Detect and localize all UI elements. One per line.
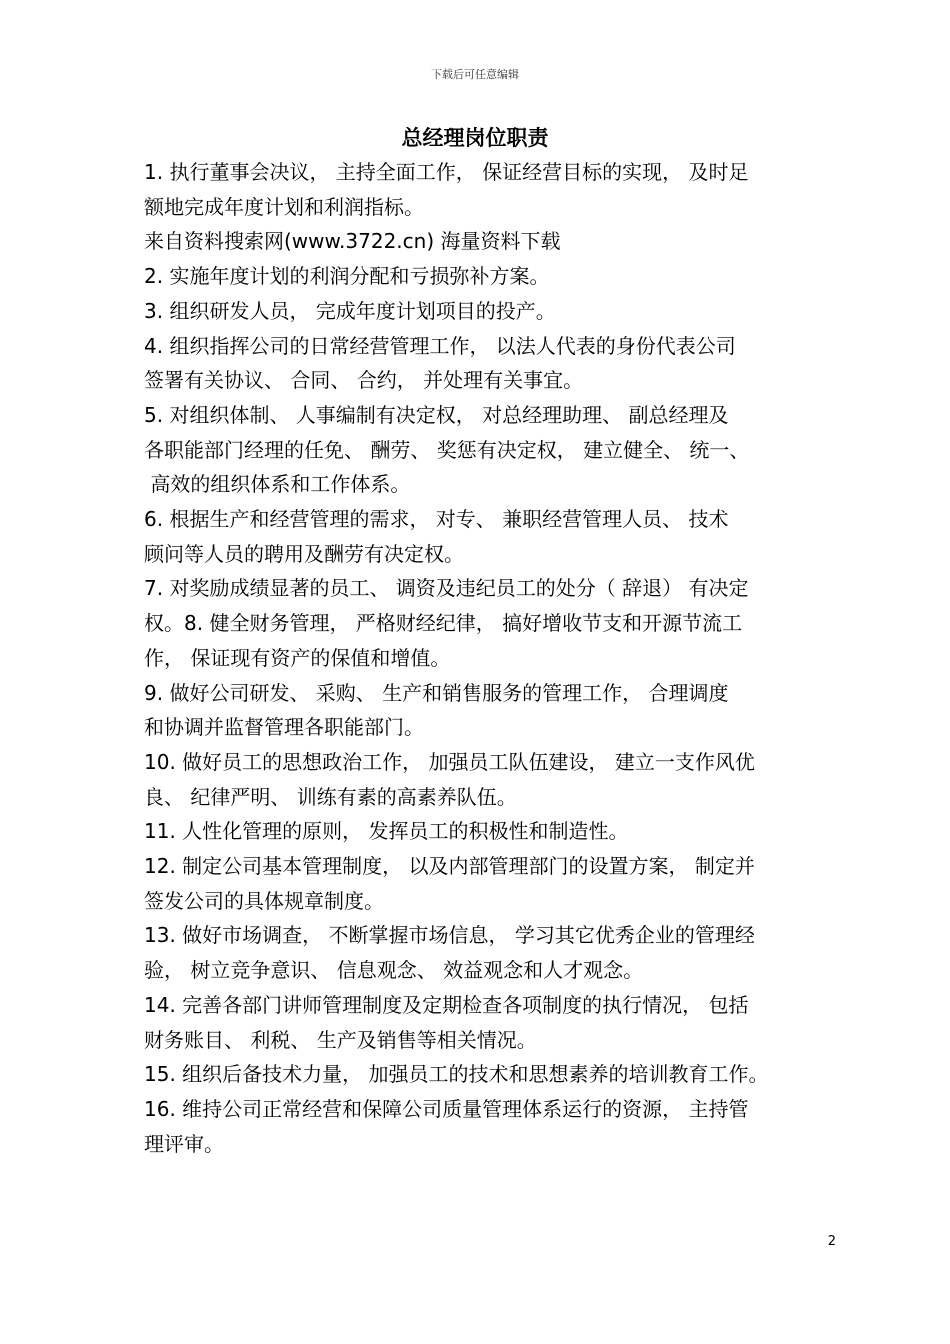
text-line: 2. 实施年度计划的利润分配和亏损弥补方案。 — [144, 264, 550, 289]
text-line: 来自资料搜索网(www.3722.cn) 海量资料下载 — [144, 229, 561, 254]
text-line: 15. 组织后备技术力量， 加强员工的技术和思想素养的培训教育工作。 — [144, 1062, 769, 1087]
text-line: 5. 对组织体制、 人事编制有决定权， 对总经理助理、 副总经理及 — [144, 402, 729, 427]
text-line: 16. 维持公司正常经营和保障公司质量管理体系运行的资源， 主持管 — [144, 1096, 749, 1121]
text-line: 理评审。 — [144, 1131, 224, 1156]
page-number: 2 — [827, 1234, 836, 1249]
text-line: 作， 保证现有资产的保值和增值。 — [144, 645, 451, 670]
text-line: 额地完成年度计划和利润指标。 — [144, 194, 424, 219]
text-line: 和协调并监督管理各职能部门。 — [144, 715, 424, 740]
text-line: 验， 树立竞争意识、 信息观念、 效益观念和人才观念。 — [144, 958, 644, 983]
text-line: 12. 制定公司基本管理制度， 以及内部管理部门的设置方案， 制定并 — [144, 854, 755, 879]
text-line: 9. 做好公司研发、 采购、 生产和销售服务的管理工作， 合理调度 — [144, 680, 729, 705]
text-line: 权。8. 健全财务管理， 严格财经纪律， 搞好增收节支和开源节流工 — [144, 611, 743, 636]
text-line: 签发公司的具体规章制度。 — [144, 888, 384, 913]
text-line: 6. 根据生产和经营管理的需求， 对专、 兼职经营管理人员、 技术 — [144, 507, 729, 532]
text-line: 财务账目、 利税、 生产及销售等相关情况。 — [144, 1027, 537, 1052]
text-line: 顾问等人员的聘用及酬劳有决定权。 — [144, 541, 464, 566]
text-line: 11. 人性化管理的原则， 发挥员工的积极性和制造性。 — [144, 819, 629, 844]
text-line: 10. 做好员工的思想政治工作， 加强员工队伍建设， 建立一支作风优 — [144, 749, 755, 774]
text-line: 4. 组织指挥公司的日常经营管理工作， 以法人代表的身份代表公司 — [144, 333, 736, 358]
text-line: 良、 纪律严明、 训练有素的高素养队伍。 — [144, 784, 517, 809]
document-title: 总经理岗位职责 — [401, 126, 549, 150]
text-line: 高效的组织体系和工作体系。 — [144, 472, 411, 497]
document-body — [144, 155, 844, 1161]
text-line: 7. 对奖励成绩显著的员工、 调资及违纪员工的处分（ 辞退） 有决定 — [144, 576, 749, 601]
header-note: 下载后可任意编辑 — [431, 68, 519, 81]
text-line: 14. 完善各部门讲师管理制度及定期检查各项制度的执行情况， 包括 — [144, 992, 749, 1017]
text-line: 3. 组织研发人员， 完成年度计划项目的投产。 — [144, 298, 556, 323]
text-line: 签署有关协议、 合同、 合约， 并处理有关事宜。 — [144, 368, 584, 393]
text-line: 13. 做好市场调查， 不断掌握市场信息， 学习其它优秀企业的管理经 — [144, 923, 755, 948]
text-line: 各职能部门经理的任免、 酬劳、 奖惩有决定权， 建立健全、 统一、 — [144, 437, 750, 462]
text-line: 1. 执行董事会决议， 主持全面工作， 保证经营目标的实现， 及时足 — [144, 160, 749, 184]
